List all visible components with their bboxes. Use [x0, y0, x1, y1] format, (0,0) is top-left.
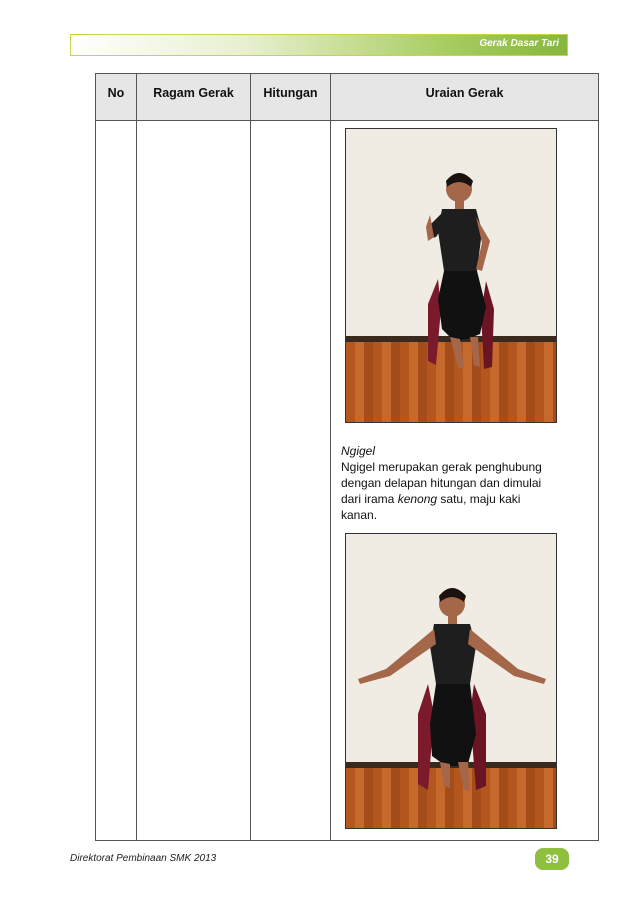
- movement-description: [341, 443, 581, 523]
- cell-hitungan: [251, 121, 331, 841]
- description-line-2: dengan delapan hitungan dan dimulai: [341, 476, 542, 490]
- table-row: [96, 121, 599, 841]
- header-bar: [70, 34, 568, 56]
- cell-uraian-gerak: [331, 121, 599, 841]
- cell-ragam-gerak: [137, 121, 251, 841]
- dancer-figure-1: [346, 129, 556, 422]
- col-header-hitungan: Hitungan: [251, 74, 331, 121]
- footer-publisher: Direktorat Pembinaan SMK 2013: [70, 853, 217, 864]
- col-header-no: No: [96, 74, 137, 121]
- cell-no: [96, 121, 137, 841]
- description-line-1: Ngigel merupakan gerak penghubung: [341, 460, 542, 474]
- table-header-row: [96, 74, 599, 121]
- dance-photo-1: [345, 128, 557, 423]
- description-line-4: kanan.: [341, 508, 378, 522]
- header-title: Gerak Dasar Tari: [479, 38, 559, 49]
- dancer-figure-2: [346, 534, 556, 828]
- col-header-ragam-gerak: Ragam Gerak: [137, 74, 251, 121]
- movement-title: Ngigel: [341, 444, 376, 458]
- page-number-badge: 39: [535, 848, 569, 870]
- col-header-uraian-gerak: Uraian Gerak: [331, 74, 599, 121]
- dance-photo-2: [345, 533, 557, 829]
- description-line-3: dari irama kenong satu, maju kaki: [341, 492, 521, 506]
- dance-table: [95, 73, 599, 841]
